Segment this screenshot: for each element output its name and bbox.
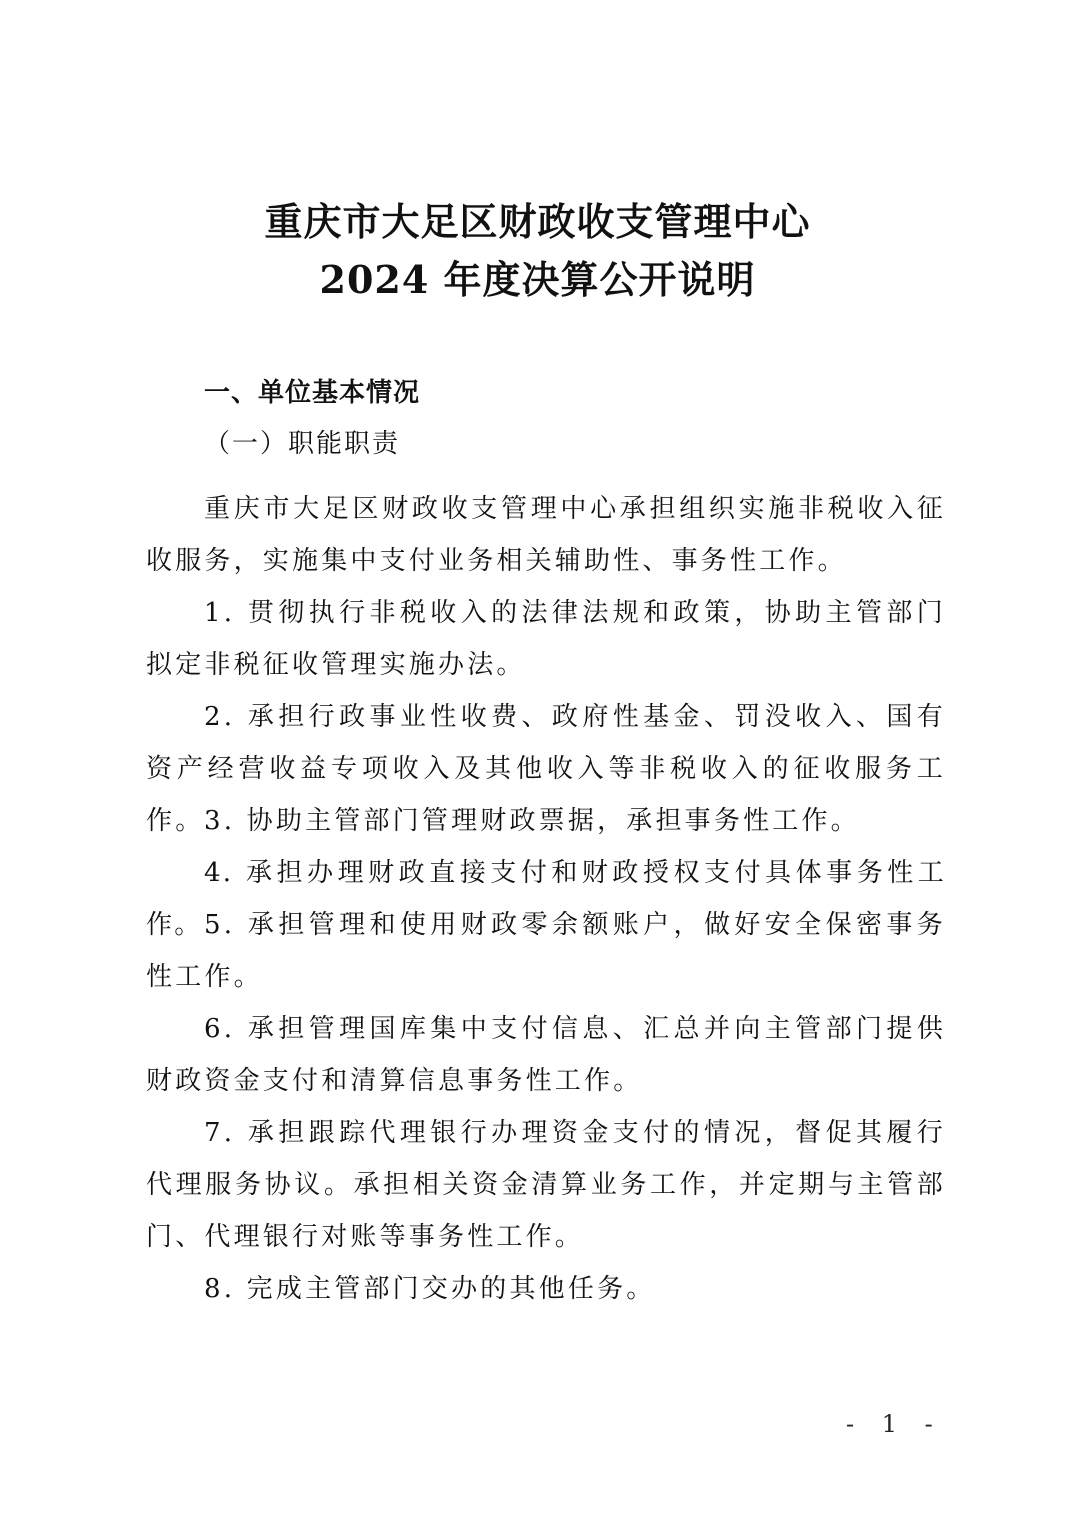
paragraph-item-6: 6. 承担管理国库集中支付信息、汇总并向主管部门提供财政资金支付和清算信息事务性工作。 [146, 1014, 946, 1096]
paragraph-intro: 重庆市大足区财政收支管理中心承担组织实施非税收入征收服务，实施集中支付业务相关辅助性、事务性工作。 [146, 494, 946, 576]
page-number: - 1 - [846, 1410, 943, 1438]
paragraph-item-1: 1. 贯彻执行非税收入的法律法规和政策，协助主管部门拟定非税征收管理实施办法。 [146, 598, 946, 680]
paragraph-item-4: 4. 承担办理财政直接支付和财政授权支付具体事务性工作。 [146, 858, 946, 940]
section-subheading: （一）职能职责 [204, 429, 401, 459]
document-title-line2: 2024 年度决算公开说明 [319, 257, 756, 302]
paragraph-item-5: 5. 承担管理和使用财政零余额账户，做好安全保密事务性工作。 [146, 910, 946, 992]
document-title-line1: 重庆市大足区财政收支管理中心 [264, 199, 811, 244]
paragraph-item-2: 2. 承担行政事业性收费、政府性基金、罚没收入、国有资产经营收益专项收入及其他收入等非税收入的征收服务工作。 [146, 702, 946, 836]
paragraph-item-8: 8. 完成主管部门交办的其他任务。 [204, 1274, 656, 1304]
paragraph-item-3: 3. 协助主管部门管理财政票据，承担事务性工作。 [204, 806, 860, 836]
section-heading: 一、单位基本情况 [204, 378, 421, 408]
paragraph-item-7: 7. 承担跟踪代理银行办理资金支付的情况，督促其履行代理服务协议。承担相关资金清算业务工作，并定期与主管部门、代理银行对账等事务性工作。 [146, 1118, 946, 1252]
